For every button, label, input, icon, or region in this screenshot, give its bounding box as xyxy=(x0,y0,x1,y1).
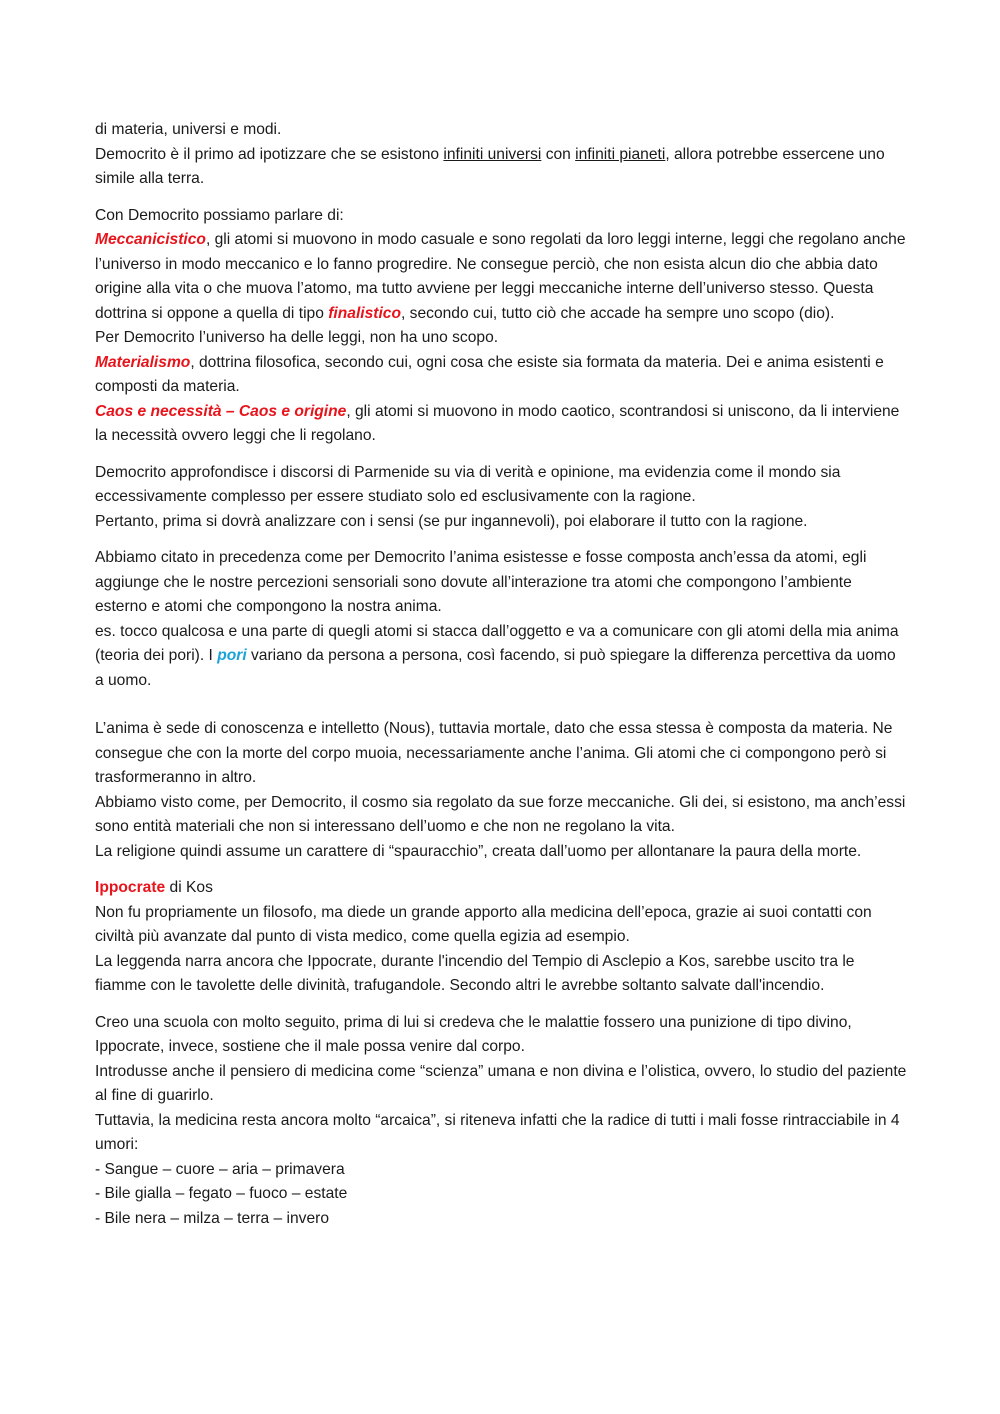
term-caos-necessita: Caos e necessità – Caos e origine xyxy=(95,402,347,420)
text-line: L’anima è sede di conoscenza e intelletto (Nous), tuttavia mortale, dato che essa stessa è composta da materia. Ne consegue che con la morte del corpo muoia, necessariamente anche l’anima. Gli atomi che ci compongono però si trasformeranno in altro. xyxy=(95,720,893,786)
text-line: Abbiamo visto come, per Democrito, il cosmo sia regolato da sue forze meccaniche. Gli dei, si esistono, ma anch’essi sono entità materiali che non si interessano dell’uomo e che non ne regolano la vita. xyxy=(95,793,906,835)
text-run: , dottrina filosofica, secondo cui, ogni cosa che esiste sia formata da materia. Dei e anima esistenti e composti da materia. xyxy=(95,353,884,395)
paragraph-universes xyxy=(95,118,907,192)
list-item: - Bile nera – milza – terra – invero xyxy=(95,1209,330,1227)
heading-ippocrate: Ippocrate xyxy=(95,879,166,896)
blank-line xyxy=(95,693,907,717)
text-line: di materia, universi e modi. xyxy=(95,121,282,138)
text-line: Introdusse anche il pensiero di medicina come “scienza” umana e non divina e l’olistica, ovvero, lo studio del paziente al fine di guarirlo. xyxy=(95,1062,907,1104)
text-line: Creo una scuola con molto seguito, prima di lui si credeva che le malattie fossero una punizione di tipo divino, Ippocrate, invece, sostiene che il male possa venire dal corpo. xyxy=(95,1013,852,1055)
text-run: es. tocco qualcosa e una parte di quegli atomi si stacca dall’oggetto e va a comunicare con gli atomi della mia anima (teoria dei pori). I xyxy=(95,622,899,664)
paragraph-ippocrate xyxy=(95,876,907,999)
text-line: Tuttavia, la medicina resta ancora molto “arcaica”, si riteneva infatti che la radice di tutti i mali fosse rintracciabile in 4 umori: xyxy=(95,1111,900,1153)
text-run: con xyxy=(541,145,576,163)
text-line: Per Democrito l’universo ha delle leggi, non ha uno scopo. xyxy=(95,329,499,346)
document-page xyxy=(95,118,907,1243)
text-line: La religione quindi assume un carattere di “spauracchio”, creata dall’uomo per allontanare la paura della morte. xyxy=(95,842,862,860)
text-line: Democrito approfondisce i discorsi di Parmenide su via di verità e opinione, ma evidenzia come il mondo sia eccessivamente complesso per essere studiato solo ed esclusivamente con la ragione. xyxy=(95,463,841,505)
underlined-text: infiniti pianeti xyxy=(575,145,666,163)
text-line: Pertanto, prima si dovrà analizzare con i sensi (se pur ingannevoli), poi elaborare il tutto con la ragione. xyxy=(95,512,808,530)
list-item: - Bile gialla – fegato – fuoco – estate xyxy=(95,1185,348,1202)
text-run: Democrito è il primo ad ipotizzare che se esistono xyxy=(95,145,444,163)
list-item: - Sangue – cuore – aria – primavera xyxy=(95,1160,345,1178)
term-finalistico: finalistico xyxy=(328,304,402,322)
paragraph-parmenide xyxy=(95,461,907,535)
term-pori: pori xyxy=(217,647,247,664)
paragraph-perception xyxy=(95,546,907,693)
text-run: , secondo cui, tutto ciò che accade ha sempre uno scopo (dio). xyxy=(401,304,835,322)
heading-rest: di Kos xyxy=(165,879,213,896)
text-line: Abbiamo citato in precedenza come per Democrito l’anima esistesse e fosse composta anch’essa da atomi, egli aggiunge che le nostre percezioni sensoriali sono dovute all’interazione tra atomi che compongono l’ambiente esterno e atomi che compongono la nostra anima. xyxy=(95,549,867,615)
paragraph-soul xyxy=(95,717,907,864)
text-run: variano da persona a persona, così facendo, si può spiegare la differenza percettiva da uomo a uomo. xyxy=(95,647,896,689)
text-line: Non fu propriamente un filosofo, ma diede un grande apporto alla medicina dell’epoca, grazie ai suoi contatti con civiltà più avanzate dal punto di vista medico, come quella egizia ad esempio. xyxy=(95,903,872,945)
text-run: , gli atomi si muovono in modo casuale e sono regolati da loro leggi interne, leggi che regolano anche l’universo in modo meccanico e lo fanno progredire. Ne consegue perciò, che non esista alcun dio che abbia dato origine alla vita o che muova l’atomo, ma tutto avviene per leggi meccaniche interne dell’universo stesso. Questa dottrina si oppone a quella di tipo xyxy=(95,231,906,322)
text-run: , gli atomi si muovono in modo caotico, scontrandosi si uniscono, da li interviene la necessità ovvero leggi che li regolano. xyxy=(95,402,900,444)
text-line: Con Democrito possiamo parlare di: xyxy=(95,206,344,224)
text-line: La leggenda narra ancora che Ippocrate, durante l'incendio del Tempio di Asclepio a Kos, sarebbe uscito tra le fiamme con le tavolette delle divinità, trafugandole. Secondo altri le avrebbe soltanto salvate dall'incendio. xyxy=(95,952,855,994)
term-materialismo: Materialismo xyxy=(95,353,191,371)
underlined-text: infiniti universi xyxy=(443,145,542,163)
paragraph-doctrines xyxy=(95,204,907,449)
term-meccanicistico: Meccanicistico xyxy=(95,231,206,248)
paragraph-medicine xyxy=(95,1011,907,1232)
text-run: , allora potrebbe essercene uno simile alla terra. xyxy=(95,145,885,187)
